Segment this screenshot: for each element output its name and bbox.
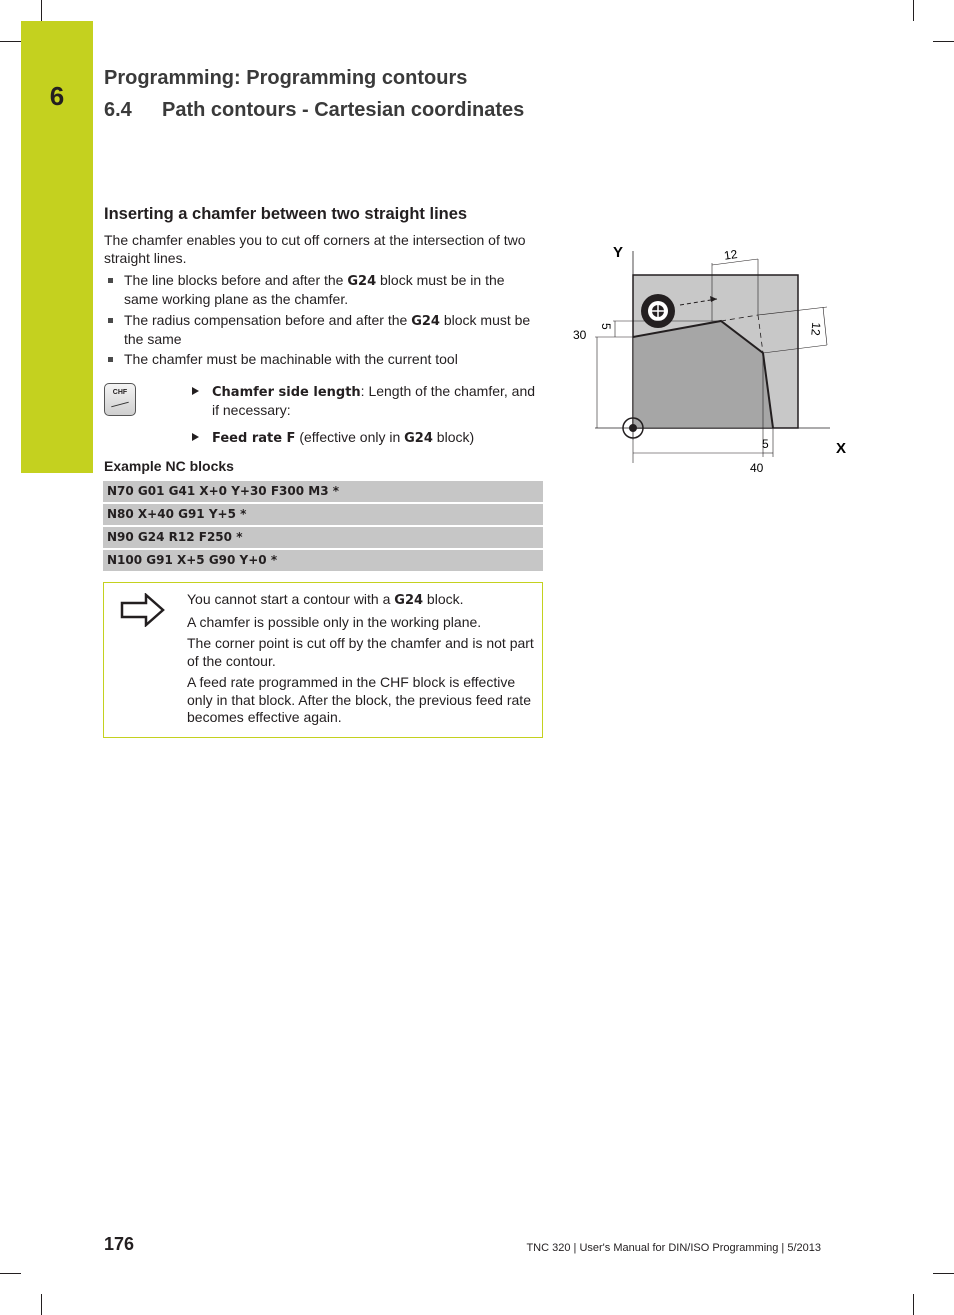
arrow-right-icon [120, 593, 166, 627]
axis-label-x: X [836, 440, 847, 457]
axis-label-y: Y [613, 244, 624, 261]
triangle-bullet-icon [192, 387, 199, 395]
chapter-tab [21, 21, 93, 473]
chf-key-icon: CHF [104, 383, 136, 416]
dim-bottom: 40 [750, 461, 764, 475]
page-number: 176 [104, 1234, 135, 1254]
crop-mark [933, 1273, 954, 1274]
bullet-icon [108, 357, 113, 362]
section-number: 6.4 [104, 99, 132, 121]
bullet-icon [108, 278, 113, 283]
crop-mark [933, 41, 954, 42]
param-feed-rate: Feed rate F (effective only in G24 block) [192, 429, 537, 448]
nc-block-row: N70 G01 G41 X+0 Y+30 F300 M3 * [103, 481, 543, 502]
dim-left-small: 5 [599, 323, 613, 330]
dim-left: 30 [573, 328, 587, 342]
chapter-title: Programming: Programming contours [104, 67, 468, 89]
bullet-item: The chamfer must be machinable with the current tool [104, 351, 534, 369]
milling-tool-icon [641, 294, 675, 328]
crop-mark [913, 0, 914, 21]
bullet-item: The radius compensation before and after the G24 block must be the same [104, 312, 534, 348]
crop-mark [0, 41, 21, 42]
chamfer-diagram [565, 235, 865, 480]
note-box [103, 582, 543, 738]
bullet-icon [108, 318, 113, 323]
triangle-bullet-icon [192, 433, 199, 441]
example-title: Example NC blocks [104, 458, 234, 474]
dim-top: 12 [723, 247, 739, 263]
bullet-item: The line blocks before and after the G24 block must be in the same working plane as the chamfer. [104, 272, 534, 308]
crop-mark [0, 1273, 21, 1274]
footer-text: TNC 320 | User's Manual for DIN/ISO Programming | 5/2013 [526, 1242, 821, 1254]
nc-block-row: N80 X+40 G91 Y+5 * [103, 504, 543, 525]
section-title-text: Path contours - Cartesian coordinates [162, 99, 525, 121]
nc-block-row: N100 G91 X+5 G90 Y+0 * [103, 550, 543, 571]
crop-mark [913, 1294, 914, 1315]
note-text: You cannot start a contour with a G24 block. A chamfer is possible only in the working plane. The corner point is cut off by the chamfer and is not part of the contour. A feed rate programmed in the CHF block is effective only in that block. After the block, the previous feed rate becomes effective again. [187, 591, 534, 725]
crop-mark [41, 0, 42, 21]
subsection-heading: Inserting a chamfer between two straight lines [104, 205, 468, 223]
crop-mark [41, 1294, 42, 1315]
nc-block-row: N90 G24 R12 F250 * [103, 527, 543, 548]
section-title [104, 99, 524, 122]
intro-paragraph: The chamfer enables you to cut off corners at the intersection of two straight lines. [104, 232, 526, 266]
param-chamfer-length: Chamfer side length: Length of the chamfer, and if necessary: [192, 383, 537, 419]
dim-bottom-small: 5 [762, 437, 769, 451]
dim-right: 12 [808, 321, 824, 337]
chapter-number: 6 [49, 81, 65, 111]
